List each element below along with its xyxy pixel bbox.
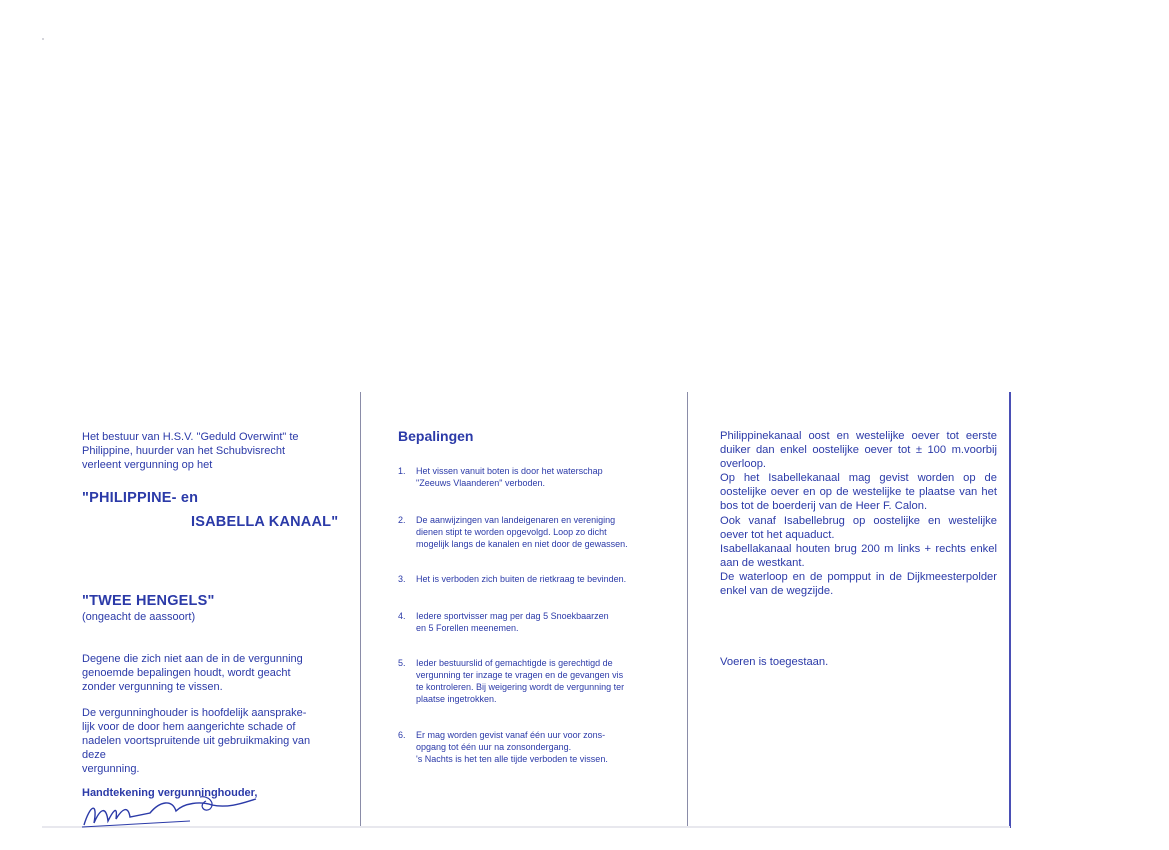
rule-text: Ieder bestuurslid of gemachtigde is gerechtigd de vergunning ter inzage te vragen en de gevangen vis te kontroleren. Bij weigering wordt de vergunning ter plaatse ingetrokken. <box>416 658 625 704</box>
rule-number: 3. <box>398 574 406 584</box>
rule-number: 2. <box>398 515 406 525</box>
rule-text: Iedere sportvisser mag per dag 5 Snoekbaarzen en 5 Forellen meenemen. <box>416 611 609 633</box>
rule-number: 4. <box>398 611 406 621</box>
signature-label: Handtekening vergunninghouder, <box>82 787 258 799</box>
intro-text: Het bestuur van H.S.V. "Geduld Overwint" te Philippine, huurder van het Schubvisrecht verleent vergunning op het <box>82 431 299 471</box>
fold-line-right <box>687 392 688 828</box>
permit-type-title: "TWEE HENGELS" <box>82 593 215 609</box>
baiting-note: Voeren is toegestaan. <box>720 656 829 668</box>
fold-line-left <box>360 392 361 828</box>
rule-text: De aanwijzingen van landeigenaren en vereniging dienen stipt te worden opgevolgd. Loop zo dicht mogelijk langs de kanalen en niet door de gewassen. <box>416 515 628 549</box>
rules-heading: Bepalingen <box>398 428 474 444</box>
fishing-area-description: Philippinekanaal oost en westelijke oever tot eerste duiker dan enkel oostelijke oever tot ± 100 m.voorbij overloop. Op het Isabellekanaal mag gevist worden op de oostelijke oever en op de westelijke te plaatse van het bos tot de boerderij van de Heer F. Calon. Ook vanaf Isabellebrug op oostelijke en westelijke oever tot het aquaduct. Isabellakanaal houten brug 200 m links + rechts enkel aan de westkant. De waterloop en de pompput in de Dijkmeesterpolder enkel van de wegzijde. <box>720 430 997 598</box>
permit-type-note: (ongeacht de aassoort) <box>82 611 196 623</box>
rule-text: Er mag worden gevist vanaf één uur voor zons- opgang tot één uur na zonsondergang. 's Nachts is het ten alle tijde verboden te vissen. <box>416 730 608 764</box>
handwritten-signature <box>80 795 260 829</box>
rule-number: 1. <box>398 466 406 476</box>
scan-speck <box>42 38 44 40</box>
rule-text: Het vissen vanuit boten is door het waterschap "Zeeuws Vlaanderen" verboden. <box>416 466 603 488</box>
rule-text: Het is verboden zich buiten de rietkraag te bevinden. <box>416 574 627 584</box>
permit-title-line1: "PHILIPPINE- en <box>82 490 199 506</box>
permit-title-line2: ISABELLA KANAAL" <box>191 514 339 530</box>
rule-number: 5. <box>398 658 406 668</box>
liability-paragraph: De vergunninghouder is hoofdelijk aansprake- lijk voor de door hem aangerichte schade of nadelen voortspruitende uit gebruikmaking van deze vergunning. <box>82 707 311 775</box>
sheet-right-edge <box>1009 392 1011 828</box>
rule-number: 6. <box>398 730 406 740</box>
violation-paragraph: Degene die zich niet aan de in de vergunning genoemde bepalingen houdt, wordt geacht zonder vergunning te vissen. <box>82 653 303 693</box>
